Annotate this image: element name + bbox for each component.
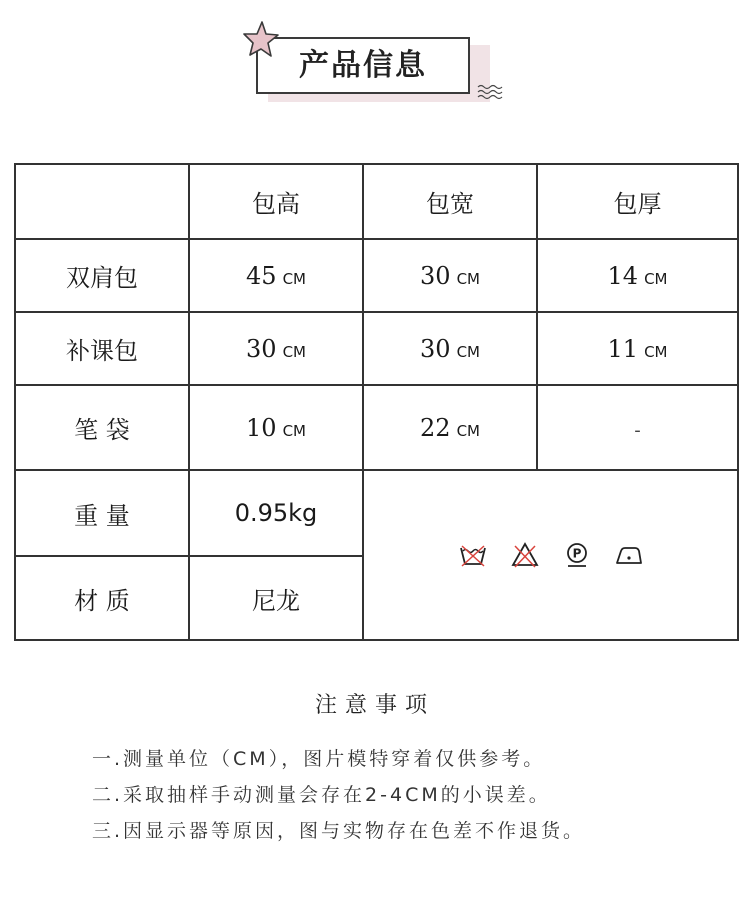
- unit-label: CM: [282, 269, 306, 288]
- header-cell-depth: 包厚: [537, 164, 738, 239]
- product-spec-table: [14, 163, 739, 641]
- value-number: 30: [246, 334, 277, 363]
- value-cell: [189, 385, 363, 470]
- value-cell: [363, 385, 537, 470]
- page-title: 产品信息: [299, 48, 427, 83]
- low-heat-iron-icon: [614, 540, 644, 570]
- unit-label: CM: [282, 342, 306, 361]
- table-row: [15, 312, 738, 385]
- dry-clean-p-icon: [562, 540, 592, 570]
- notes-title: 注意事项: [314, 693, 435, 718]
- note-item: 三.因显示器等原因，图与实物存在色差不作退货。: [92, 820, 586, 842]
- row-label: 笔 袋: [15, 385, 189, 470]
- row-label: 补课包: [15, 312, 189, 385]
- material-value: 尼龙: [189, 556, 363, 640]
- unit-label: CM: [456, 269, 480, 288]
- svg-text:P: P: [572, 546, 581, 561]
- do-not-hand-wash-icon: [458, 540, 488, 570]
- header-cell-empty: [15, 164, 189, 239]
- value-number: 10: [246, 413, 277, 442]
- row-label: 重 量: [15, 470, 189, 556]
- value-cell: [363, 312, 537, 385]
- unit-label: CM: [282, 421, 306, 440]
- table-row: [15, 470, 738, 556]
- value-cell: [537, 239, 738, 312]
- empty-value: -: [634, 419, 641, 441]
- unit-label: CM: [456, 342, 480, 361]
- waves-icon: [476, 83, 504, 101]
- table-row: [15, 385, 738, 470]
- unit-label: CM: [456, 421, 480, 440]
- section-badge: [240, 20, 510, 110]
- value-number: 45: [246, 261, 277, 290]
- unit-label: CM: [644, 342, 668, 361]
- note-item: 一.测量单位（CM），图片模特穿着仅供参考。: [92, 748, 546, 770]
- table-header-row: [15, 164, 738, 239]
- value-cell: [537, 312, 738, 385]
- value-number: 30: [420, 261, 451, 290]
- row-label: 材 质: [15, 556, 189, 640]
- note-item: 二.采取抽样手动测量会存在2-4CM的小误差。: [92, 784, 551, 806]
- value-cell: [189, 239, 363, 312]
- row-label: 双肩包: [15, 239, 189, 312]
- value-cell: [189, 312, 363, 385]
- header-cell-height: 包高: [189, 164, 363, 239]
- header-cell-width: 包宽: [363, 164, 537, 239]
- table-row: [15, 239, 738, 312]
- do-not-bleach-icon: [510, 540, 540, 570]
- value-cell: [363, 239, 537, 312]
- star-icon: [240, 20, 280, 60]
- value-number: 30: [420, 334, 451, 363]
- care-icons-cell: [363, 470, 738, 640]
- care-icons: [364, 540, 737, 570]
- value-number: 14: [607, 261, 639, 290]
- value-cell: [537, 385, 738, 470]
- value-number: 22: [420, 413, 451, 442]
- unit-label: CM: [644, 269, 668, 288]
- value-number: 11: [607, 334, 639, 363]
- weight-value: 0.95kg: [189, 470, 363, 556]
